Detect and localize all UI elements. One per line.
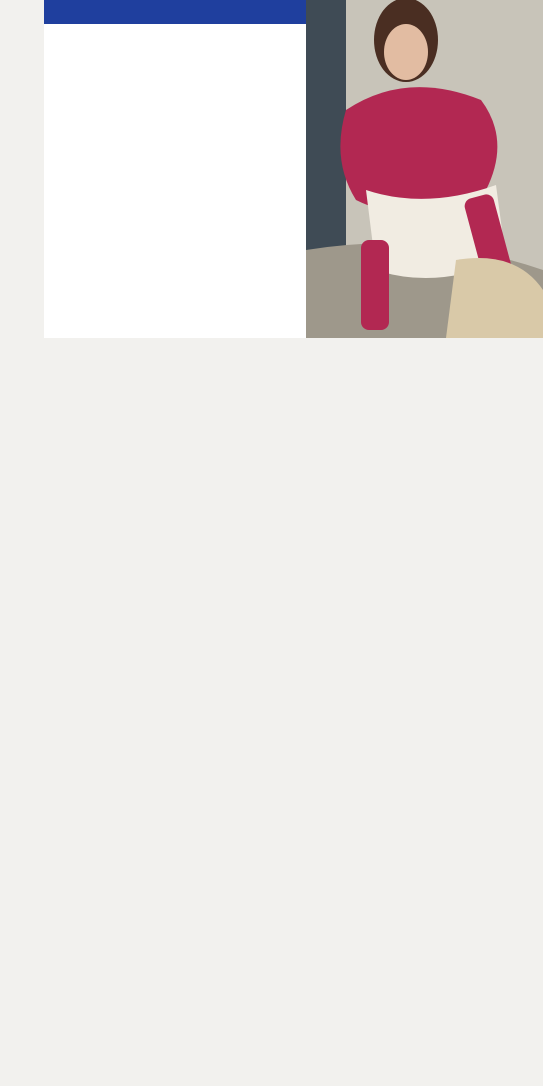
- materials-panel: [44, 24, 306, 338]
- text-column-left: [22, 345, 274, 348]
- schema-grid: [22, 634, 502, 1044]
- text-column-right: [292, 356, 535, 370]
- header-band: [44, 0, 306, 24]
- model-photo: [306, 0, 543, 338]
